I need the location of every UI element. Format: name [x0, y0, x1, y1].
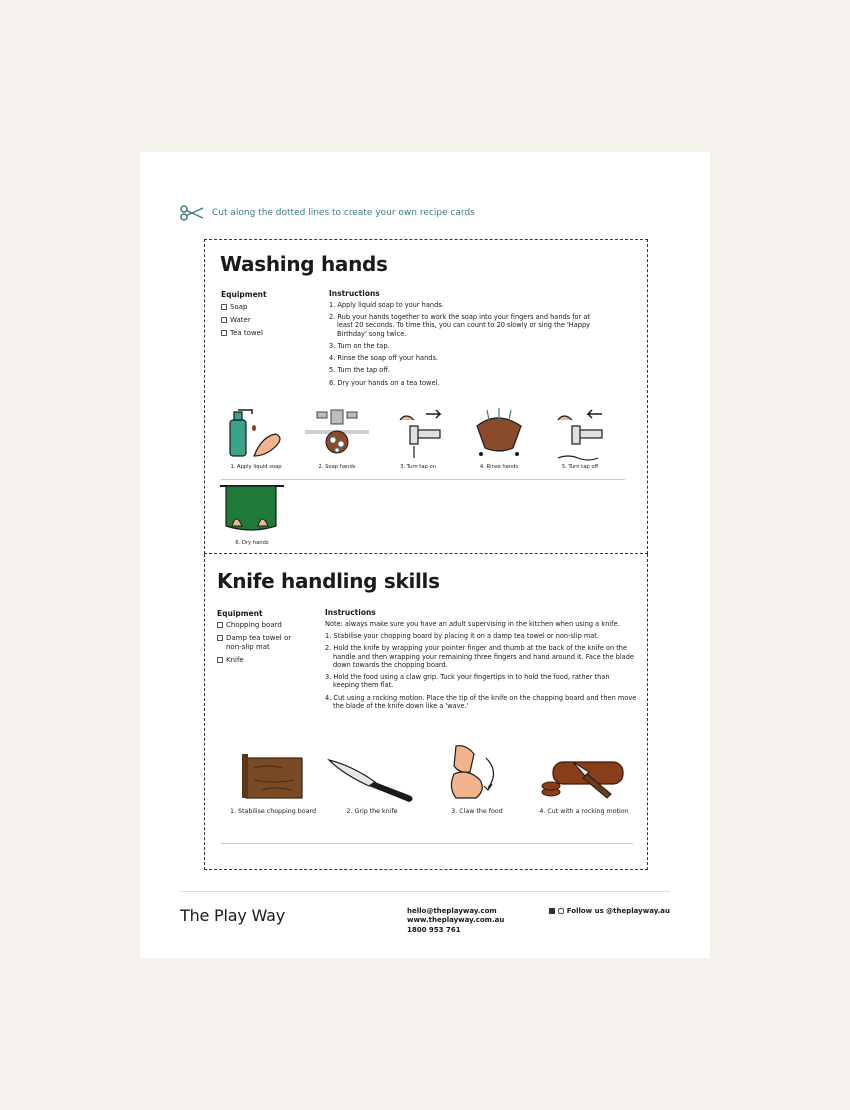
picture-tap-off	[545, 406, 615, 470]
towel-icon	[218, 482, 286, 538]
cut-instruction	[180, 205, 475, 221]
picture-caption: 6. Dry hands	[235, 540, 269, 546]
picture-caption: 3. Turn tap on	[400, 464, 436, 470]
card-title: Washing hands	[220, 252, 388, 276]
picture-grip-knife	[325, 748, 419, 815]
step: 4. Rinse the soap off your hands.	[329, 354, 438, 363]
brand-logo: The Play Way	[180, 906, 285, 925]
picture-chopping-board	[221, 748, 325, 815]
picture-caption: 3. Claw the food	[451, 808, 503, 815]
instruction-steps	[325, 620, 637, 714]
equipment-item[interactable]: Damp tea towel or non-slip mat	[217, 634, 297, 652]
picture-caption: 4. Cut with a rocking motion	[539, 808, 629, 815]
scissors-icon	[180, 205, 204, 221]
picture-caption: 5. Turn tap off	[561, 464, 599, 470]
soap-bottle-icon	[224, 406, 288, 462]
picture-caption: 4. Rinse hands	[479, 464, 519, 470]
equipment-heading: Equipment	[217, 609, 263, 618]
equipment-item[interactable]: Water	[221, 316, 311, 325]
tap-icon	[548, 406, 612, 462]
footer-divider	[180, 891, 670, 892]
card-title: Knife handling skills	[217, 569, 440, 593]
facebook-icon[interactable]	[549, 908, 555, 914]
picture-rocking-cut	[531, 748, 637, 815]
equipment-item[interactable]: Chopping board	[217, 621, 297, 630]
claw-hand-icon	[442, 744, 512, 806]
tap-icon	[386, 406, 450, 462]
equipment-heading: Equipment	[221, 290, 267, 299]
checkbox[interactable]	[221, 330, 227, 336]
step: 3. Hold the food using a claw grip. Tuck your fingertips in to hold the food, rather than keeping them flat.	[325, 673, 610, 690]
social-handle: Follow us @theplayway.au	[566, 907, 670, 915]
equipment-item[interactable]: Knife	[217, 656, 297, 665]
picture-caption: 1. Apply liquid soap	[230, 464, 282, 470]
picture-apply-soap	[221, 406, 291, 470]
instructions-heading: Instructions	[329, 289, 380, 298]
picture-soap-hands	[302, 406, 372, 470]
water-icon	[467, 406, 531, 462]
recipe-card-sheet	[140, 152, 710, 958]
step: 6. Dry your hands on a tea towel.	[329, 378, 440, 387]
step: 4. Cut using a rocking motion. Place the tip of the knife on the chopping board and then move the blade of the knife down like a 'wave.'	[325, 693, 637, 710]
website-link[interactable]: www.theplayway.com.au	[407, 916, 505, 925]
picture-dry-hands	[217, 482, 287, 546]
tap-icon	[305, 406, 369, 462]
step: 5. Turn the tap off.	[329, 366, 390, 375]
picture-caption: 2. Grip the knife	[346, 808, 398, 815]
phone-number: 1800 953 761	[407, 925, 461, 934]
checkbox[interactable]	[217, 635, 223, 641]
step: 1. Stabilise your chopping board by placing it on a damp tea towel or non-slip mat.	[325, 632, 599, 641]
equipment-list	[221, 303, 311, 342]
instructions-heading: Instructions	[325, 608, 376, 617]
equipment-item[interactable]: Tea towel	[221, 329, 311, 338]
picture-tap-on	[383, 406, 453, 470]
checkbox[interactable]	[221, 317, 227, 323]
picture-caption: 1. Stabilise chopping board	[230, 808, 316, 815]
chopping-board-icon	[238, 748, 308, 806]
divider	[221, 843, 633, 844]
knife-icon	[325, 748, 419, 806]
instagram-icon[interactable]	[558, 908, 564, 914]
equipment-item[interactable]: Soap	[221, 303, 311, 312]
washing-hands-card	[204, 239, 648, 554]
social-links[interactable]	[549, 907, 670, 915]
email-link[interactable]: hello@theplayway.com	[407, 907, 497, 915]
cut-note-text: Cut along the dotted lines to create your own recipe cards	[212, 208, 475, 218]
divider	[221, 479, 625, 480]
checkbox[interactable]	[221, 304, 227, 310]
step: 1. Apply liquid soap to your hands.	[329, 301, 444, 309]
sausage-icon	[539, 748, 629, 806]
picture-caption: 2. Soap hands	[318, 464, 356, 470]
equipment-list	[217, 621, 297, 669]
instruction-steps	[329, 301, 599, 391]
step: 2. Rub your hands together to work the soap into your fingers and hands for at least 20 seconds. To time this, you can count to 20 slowly or sing the 'Happy Birthday' song twice.	[329, 313, 591, 338]
picture-rinse-hands	[464, 406, 534, 470]
safety-note: Note: always make sure you have an adult supervising in the kitchen when using a knife.	[325, 620, 620, 628]
picture-claw-food	[435, 744, 519, 815]
step: 2. Hold the knife by wrapping your pointer finger and thumb at the back of the knife on the handle and then wrapping your remaining three fingers and hand around it. Face the blade down towards the chopping board.	[325, 644, 634, 669]
step: 3. Turn on the tap.	[329, 341, 390, 350]
checkbox[interactable]	[217, 657, 223, 663]
knife-handling-card	[204, 554, 648, 870]
checkbox[interactable]	[217, 622, 223, 628]
contact-details	[407, 907, 504, 935]
